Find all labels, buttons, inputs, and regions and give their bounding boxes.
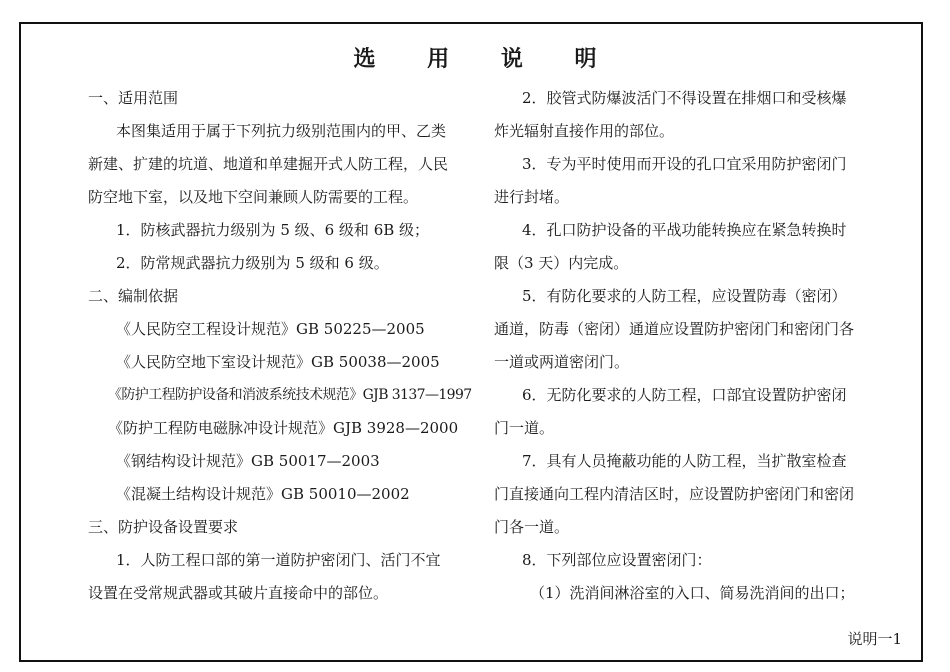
text-line: 限（3 天）内完成。 bbox=[494, 254, 629, 272]
text-line: 设置在受常规武器或其破片直接命中的部位。 bbox=[88, 584, 389, 602]
standard-reference: 《人民防空地下室设计规范》GB 50038—2005 bbox=[116, 353, 440, 371]
text-line: 4．孔口防护设备的平战功能转换应在紧急转换时 bbox=[522, 221, 847, 239]
text-line: 2．胶管式防爆波活门不得设置在排烟口和受核爆 bbox=[522, 89, 847, 107]
section-heading-basis: 二、编制依据 bbox=[88, 287, 179, 305]
text-line: 进行封堵。 bbox=[494, 188, 570, 206]
text-line: 炸光辐射直接作用的部位。 bbox=[494, 122, 675, 140]
standard-reference: 《钢结构设计规范》GB 50017—2003 bbox=[116, 452, 380, 470]
text-line: 门一道。 bbox=[494, 419, 555, 437]
page-title: 选 用 说 明 bbox=[353, 46, 619, 72]
section-heading-requirements: 三、防护设备设置要求 bbox=[88, 518, 239, 536]
text-line: （1）洗消间淋浴室的入口、简易洗消间的出口； bbox=[530, 584, 855, 602]
text-line: 7．具有人员掩蔽功能的人防工程，当扩散室检查 bbox=[522, 452, 847, 470]
text-line: 3．专为平时使用而开设的孔口宜采用防护密闭门 bbox=[522, 155, 847, 173]
list-item: 1．防核武器抗力级别为 5 级、6 级和 6B 级； bbox=[116, 221, 430, 239]
standard-reference: 《混凝土结构设计规范》GB 50010—2002 bbox=[116, 485, 410, 503]
text-line: 一道或两道密闭门。 bbox=[494, 353, 630, 371]
text-line: 防空地下室，以及地下空间兼顾人防需要的工程。 bbox=[88, 188, 419, 206]
list-item: 2．防常规武器抗力级别为 5 级和 6 级。 bbox=[116, 254, 389, 272]
text-line: 8．下列部位应设置密闭门： bbox=[522, 551, 712, 569]
standard-reference: 《人民防空工程设计规范》GB 50225—2005 bbox=[116, 320, 425, 338]
text-line: 门直接通向工程内清洁区时，应设置防护密闭门和密闭 bbox=[494, 485, 855, 503]
text-line: 1．人防工程口部的第一道防护密闭门、活门不宜 bbox=[116, 551, 441, 569]
standard-reference: 《防护工程防电磁脉冲设计规范》GJB 3928—2000 bbox=[108, 419, 459, 437]
section-heading-scope: 一、适用范围 bbox=[88, 89, 179, 107]
text-line: 本图集适用于属于下列抗力级别范围内的甲、乙类 bbox=[116, 122, 447, 140]
text-line: 6．无防化要求的人防工程，口部宜设置防护密闭 bbox=[522, 386, 847, 404]
text-line: 门各一道。 bbox=[494, 518, 570, 536]
standard-reference: 《防护工程防护设备和消波系统技术规范》GJB 3137—1997 bbox=[108, 387, 472, 403]
text-line: 通道，防毒（密闭）通道应设置防护密闭门和密闭门各 bbox=[494, 320, 855, 338]
page-number: 说明一1 bbox=[847, 630, 902, 648]
text-line: 新建、扩建的坑道、地道和单建掘开式人防工程，人民 bbox=[88, 155, 449, 173]
text-line: 5．有防化要求的人防工程，应设置防毒（密闭） bbox=[522, 287, 847, 305]
